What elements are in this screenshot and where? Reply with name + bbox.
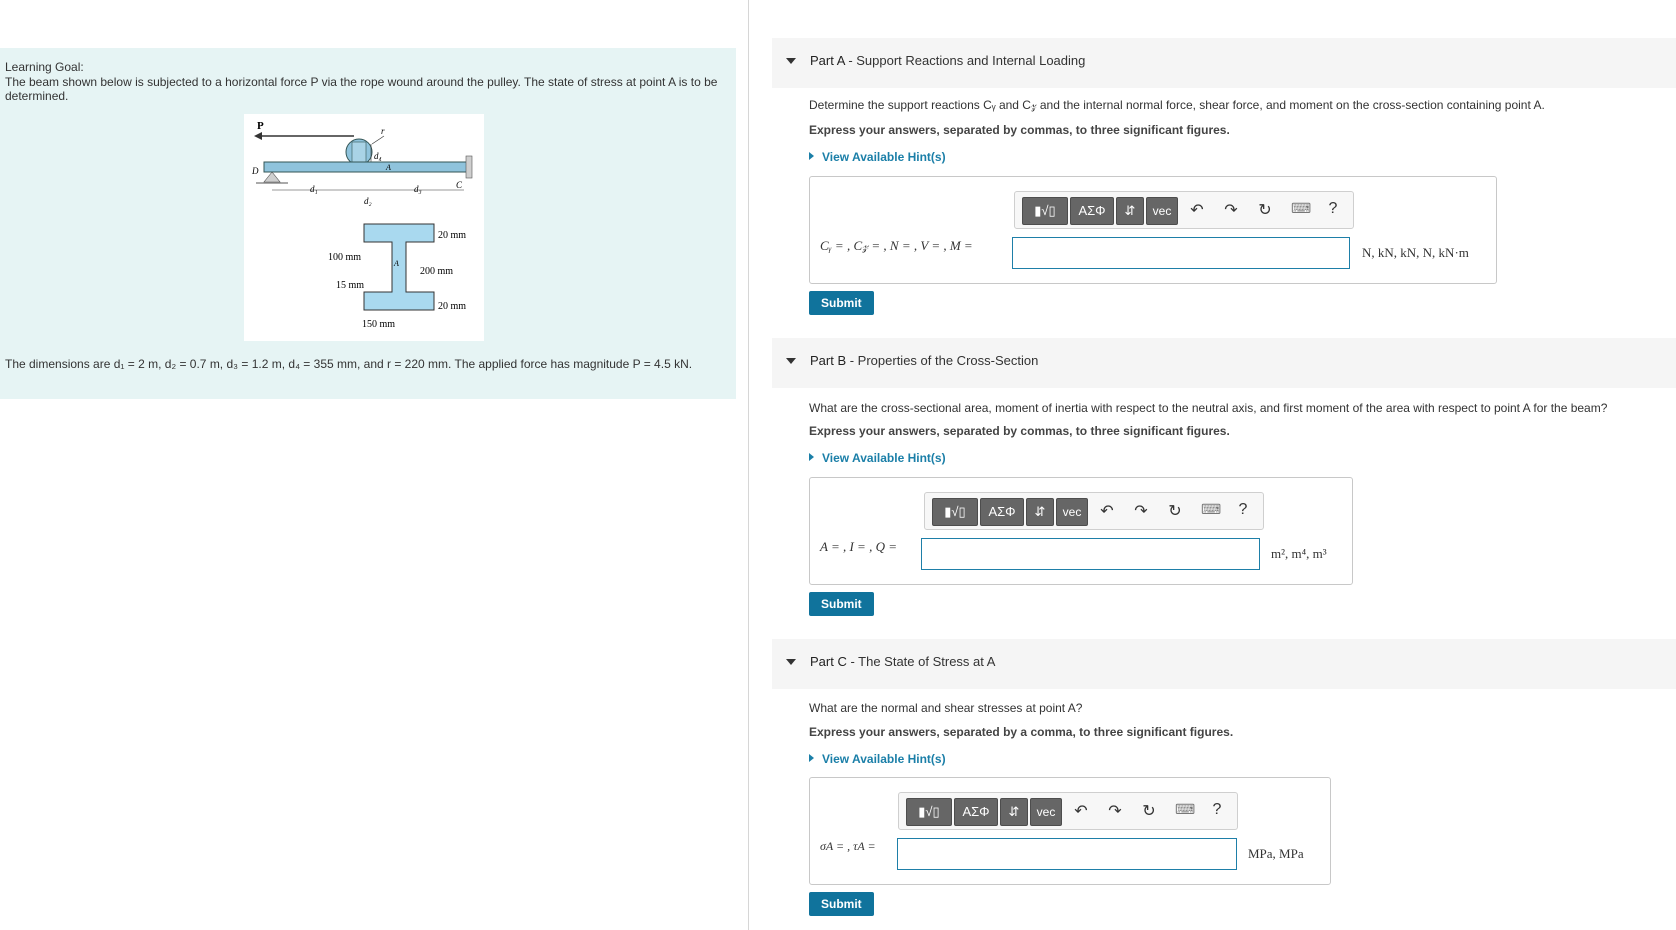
part-a-answer-box [809,176,1497,284]
part-b-answer-label: A = , I = , Q = [820,539,897,554]
vec-button[interactable]: vec [1056,498,1088,526]
part-b-hint-link[interactable]: View Available Hint(s) [809,451,946,465]
part-a-question: Determine the support reactions Cᵧ and C𝓏 and the internal normal force, shear force, and moment on the cross-section containing point A. [809,98,1545,112]
learning-goal-text: The beam shown below is subjected to a horizontal force P via the rope wound around the pulley. The state of stress at point A is to be determined. [5,75,718,103]
part-c-answer-label: σA = , τA = [820,839,876,853]
part-c-submit-button[interactable]: Submit [809,892,874,916]
part-b-math-toolbar [924,492,1264,530]
support-c [466,156,472,178]
arrows-button[interactable]: ⇵ [1116,197,1144,225]
greek-button[interactable]: ΑΣΦ [954,798,998,826]
label-d4: d₄ [374,151,382,161]
label-c: C [456,180,463,190]
part-c-answer-box [809,777,1331,885]
label-d1: d₁ [310,184,318,194]
part-a-hint-link[interactable]: View Available Hint(s) [809,150,946,164]
vec-button[interactable]: vec [1146,197,1178,225]
dim-200: 200 mm [420,266,454,277]
keyboard-icon[interactable]: ⌨ [1291,200,1312,216]
part-a-answer-label: Cᵧ = , C𝓏 = , N = , V = , M = [820,238,973,253]
part-b-answer-box [809,477,1353,585]
dim-15: 15 mm [336,280,365,291]
part-c-instruction: Express your answers, separated by a comma, to three significant figures. [809,725,1234,739]
learning-goal-heading: Learning Goal: [5,60,84,74]
collapse-caret-icon[interactable] [786,58,796,64]
undo-icon[interactable]: ↶ [1074,803,1088,820]
part-a-title: Part A - Support Reactions and Internal Loading [810,53,1086,68]
label-a-beam: A [386,163,391,172]
part-b-question: What are the cross-sectional area, moment of inertia with respect to the neutral axis, and first moment of the area with respect to point A for the beam? [809,401,1608,415]
part-a-math-toolbar [1014,191,1354,229]
undo-icon[interactable]: ↶ [1100,503,1114,520]
greek-button[interactable]: ΑΣΦ [1070,197,1114,225]
part-c-question: What are the normal and shear stresses at point A? [809,701,1083,715]
help-icon[interactable]: ? [1212,801,1222,818]
reset-icon[interactable]: ↻ [1168,503,1182,520]
part-b-title: Part B - Properties of the Cross-Section [810,353,1039,368]
part-a-instruction: Express your answers, separated by commas, to three significant figures. [809,123,1230,137]
dim-150: 150 mm [362,319,396,330]
label-d: D [252,166,259,176]
expand-caret-icon [809,453,814,461]
support-d [264,172,280,182]
part-a-header[interactable] [772,38,1676,88]
keyboard-icon[interactable]: ⌨ [1201,501,1222,517]
collapse-caret-icon[interactable] [786,358,796,364]
part-b-submit-button[interactable]: Submit [809,592,874,616]
templates-button[interactable]: ▮√▯ [932,498,978,526]
part-c-header[interactable] [772,639,1676,689]
part-a-units: N, kN, kN, N, kN·m [1362,245,1469,260]
label-d3: d₃ [414,184,422,194]
part-c-hint-link[interactable]: View Available Hint(s) [809,752,946,766]
part-c-title: Part C - The State of Stress at A [810,654,996,669]
reset-icon[interactable]: ↻ [1142,803,1156,820]
part-a-submit-button[interactable]: Submit [809,291,874,315]
redo-icon[interactable]: ↷ [1224,202,1238,219]
part-b-header[interactable] [772,338,1676,388]
templates-button[interactable]: ▮√▯ [1022,197,1068,225]
part-b-answer-input[interactable] [921,538,1260,570]
label-r: r [381,126,385,136]
redo-icon[interactable]: ↷ [1134,503,1148,520]
expand-caret-icon [809,754,814,762]
dim-20-bottom: 20 mm [438,301,467,312]
help-icon[interactable]: ? [1238,501,1248,518]
part-c-math-toolbar [898,792,1238,830]
part-a-answer-input[interactable] [1012,237,1350,269]
redo-icon[interactable]: ↷ [1108,803,1122,820]
beam-figure [244,114,484,341]
part-c-units: MPa, MPa [1248,846,1304,861]
learning-goal-panel [0,48,736,399]
part-b-instruction: Express your answers, separated by commas, to three significant figures. [809,424,1230,438]
label-p: P [257,120,264,132]
force-p-arrowhead [254,132,262,140]
reset-icon[interactable]: ↻ [1258,202,1272,219]
beam [264,162,469,172]
part-b-units: m², m⁴, m³ [1271,546,1327,561]
arrows-button[interactable]: ⇵ [1026,498,1054,526]
vec-button[interactable]: vec [1030,798,1062,826]
collapse-caret-icon[interactable] [786,659,796,665]
dimensions-text: The dimensions are d₁ = 2 m, d₂ = 0.7 m, d₃ = 1.2 m, d₄ = 355 mm, and r = 220 mm. The applied force has magnitude P = 4.5 kN. [5,357,693,371]
keyboard-icon[interactable]: ⌨ [1175,801,1196,817]
column-divider [748,0,749,930]
part-c-answer-input[interactable] [897,838,1237,870]
arrows-button[interactable]: ⇵ [1000,798,1028,826]
undo-icon[interactable]: ↶ [1190,202,1204,219]
beam-diagram [244,114,484,341]
radius-leader [372,136,384,144]
label-a-section: A [394,259,399,268]
dim-100: 100 mm [328,252,362,263]
greek-button[interactable]: ΑΣΦ [980,498,1024,526]
dim-20-top: 20 mm [438,230,467,241]
templates-button[interactable]: ▮√▯ [906,798,952,826]
help-icon[interactable]: ? [1328,200,1338,217]
expand-caret-icon [809,152,814,160]
label-d2: d₂ [364,196,372,206]
